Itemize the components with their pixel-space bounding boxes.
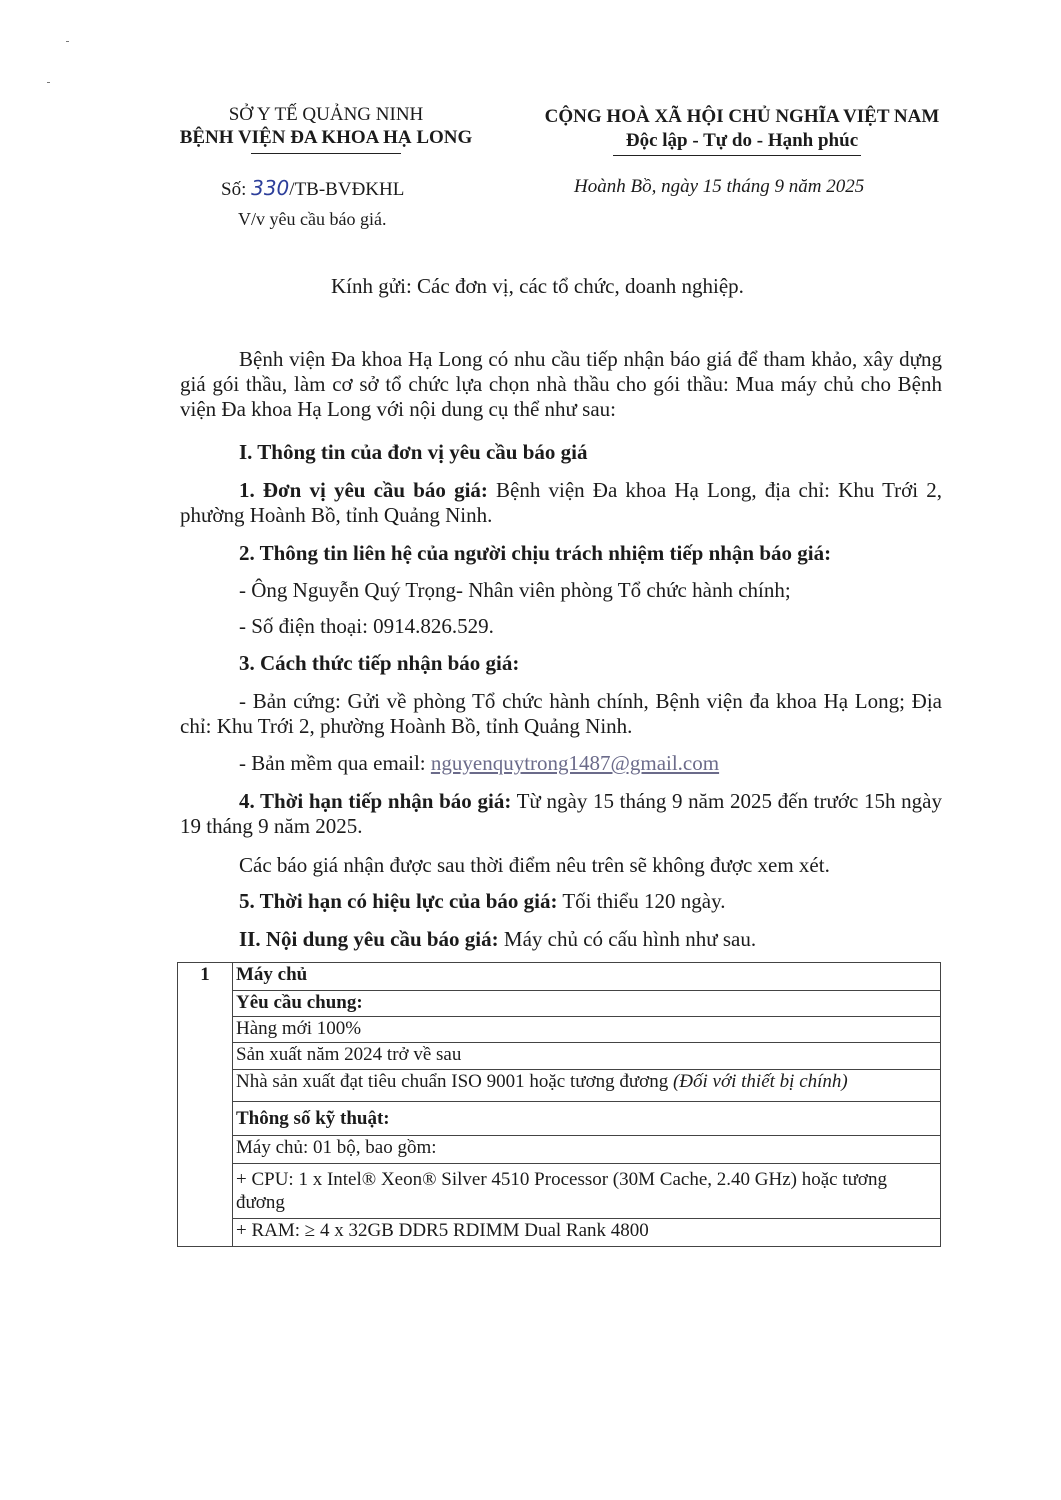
handwritten-number: 330 bbox=[251, 176, 290, 200]
hospital-name: BỆNH VIỆN ĐA KHOA HẠ LONG bbox=[179, 127, 473, 148]
header-underline-left bbox=[251, 153, 401, 154]
item4-note: Các báo giá nhận được sau thời điểm nêu trên sẽ không được xem xét. bbox=[239, 853, 830, 877]
section2-label: II. Nội dung yêu cầu báo giá: bbox=[239, 927, 499, 951]
table-row bbox=[178, 1136, 941, 1164]
item4-text: Từ ngày 15 tháng 9 năm 2025 đến trước 15h ngày 19 tháng 9 năm 2025. bbox=[180, 789, 942, 838]
salutation: Kính gửi: Các đơn vị, các tổ chức, doanh nghiệp. bbox=[331, 274, 744, 298]
section2-heading bbox=[239, 927, 756, 952]
row-number: 1 bbox=[200, 964, 210, 985]
contact-phone: - Số điện thoại: 0914.826.529. bbox=[239, 614, 494, 638]
item2-label: 2. Thông tin liên hệ của người chịu trách nhiệm tiếp nhận báo giá: bbox=[239, 541, 832, 565]
section1-item1 bbox=[180, 478, 942, 528]
softcopy-line bbox=[239, 751, 719, 776]
header-underline-right bbox=[613, 155, 861, 156]
general-item: Hàng mới 100% bbox=[233, 1017, 941, 1043]
table-row bbox=[178, 963, 941, 991]
section1-item5 bbox=[239, 889, 725, 914]
tech-item: + RAM: ≥ 4 x 32GB DDR5 RDIMM Dual Rank 4800 bbox=[233, 1219, 941, 1247]
national-title: CỘNG HOÀ XÃ HỘI CHỦ NGHĨA VIỆT NAM bbox=[544, 106, 940, 127]
section1-item4 bbox=[180, 789, 942, 839]
iso-note: (Đối với thiết bị chính) bbox=[672, 1071, 848, 1092]
section2-text: Máy chủ có cấu hình như sau. bbox=[498, 927, 757, 951]
item-title: Máy chủ bbox=[233, 963, 941, 991]
item4-label: 4. Thời hạn tiếp nhận báo giá: bbox=[239, 789, 512, 813]
tech-item: Máy chủ: 01 bộ, bao gồm: bbox=[233, 1136, 941, 1164]
document-date: Hoành Bồ, ngày 15 tháng 9 năm 2025 bbox=[574, 176, 865, 197]
table-row bbox=[178, 1070, 941, 1102]
table-row bbox=[178, 1017, 941, 1043]
item5-label: 5. Thời hạn có hiệu lực của báo giá: bbox=[239, 889, 558, 913]
scan-speck bbox=[66, 41, 69, 42]
scan-speck bbox=[47, 82, 50, 83]
general-heading: Yêu cầu chung: bbox=[233, 991, 941, 1017]
tech-heading: Thông số kỹ thuật: bbox=[233, 1102, 941, 1136]
spec-table bbox=[177, 962, 941, 1247]
tech-item: + CPU: 1 x Intel® Xeon® Silver 4510 Processor (30M Cache, 2.40 GHz) hoặc tương đương bbox=[233, 1164, 941, 1219]
number-prefix: Số: bbox=[221, 179, 247, 200]
national-motto: Độc lập - Tự do - Hạnh phúc bbox=[625, 130, 859, 151]
intro-paragraph: Bệnh viện Đa khoa Hạ Long có nhu cầu tiếp nhận báo giá để tham khảo, xây dựng giá gói thầu, làm cơ sở tổ chức lựa chọn nhà thầu cho gói thầu: Mua máy chủ cho Bệnh viện Đa khoa Hạ Long với nội dung cụ thể như sau: bbox=[180, 347, 942, 421]
table-row bbox=[178, 991, 941, 1017]
row-number-cell bbox=[178, 963, 233, 1247]
document-number bbox=[221, 176, 404, 201]
number-suffix: /TB-BVĐKHL bbox=[289, 179, 405, 200]
table-row bbox=[178, 1219, 941, 1247]
email-link[interactable]: nguyenquytrong1487@gmail.com bbox=[430, 751, 720, 775]
item5-text: Tối thiểu 120 ngày. bbox=[557, 889, 726, 913]
item3-label: 3. Cách thức tiếp nhận báo giá: bbox=[239, 651, 520, 675]
item1-label: 1. Đơn vị yêu cầu báo giá: bbox=[239, 478, 488, 502]
section1-heading: I. Thông tin của đơn vị yêu cầu báo giá bbox=[239, 440, 588, 464]
subject-line: V/v yêu cầu báo giá. bbox=[238, 209, 387, 229]
agency-name: SỞ Y TẾ QUẢNG NINH bbox=[228, 104, 424, 125]
item1-text: Bệnh viện Đa khoa Hạ Long, địa chỉ: Khu Trới 2, phường Hoành Bồ, tỉnh Quảng Ninh. bbox=[180, 478, 942, 527]
table-row bbox=[178, 1164, 941, 1219]
table-row bbox=[178, 1043, 941, 1070]
general-item: Sản xuất năm 2024 trở về sau bbox=[233, 1043, 941, 1070]
table-row bbox=[178, 1102, 941, 1136]
iso-text: Nhà sản xuất đạt tiêu chuẩn ISO 9001 hoặc tương đương bbox=[236, 1071, 673, 1092]
iso-requirement bbox=[233, 1070, 941, 1102]
hardcopy-instructions: - Bản cứng: Gửi về phòng Tổ chức hành chính, Bệnh viện đa khoa Hạ Long; Địa chỉ: Khu Trới 2, phường Hoành Bồ, tỉnh Quảng Ninh. bbox=[180, 689, 942, 738]
email-prefix: - Bản mềm qua email: bbox=[239, 751, 431, 775]
contact-person: - Ông Nguyễn Quý Trọng- Nhân viên phòng Tổ chức hành chính; bbox=[239, 578, 791, 602]
